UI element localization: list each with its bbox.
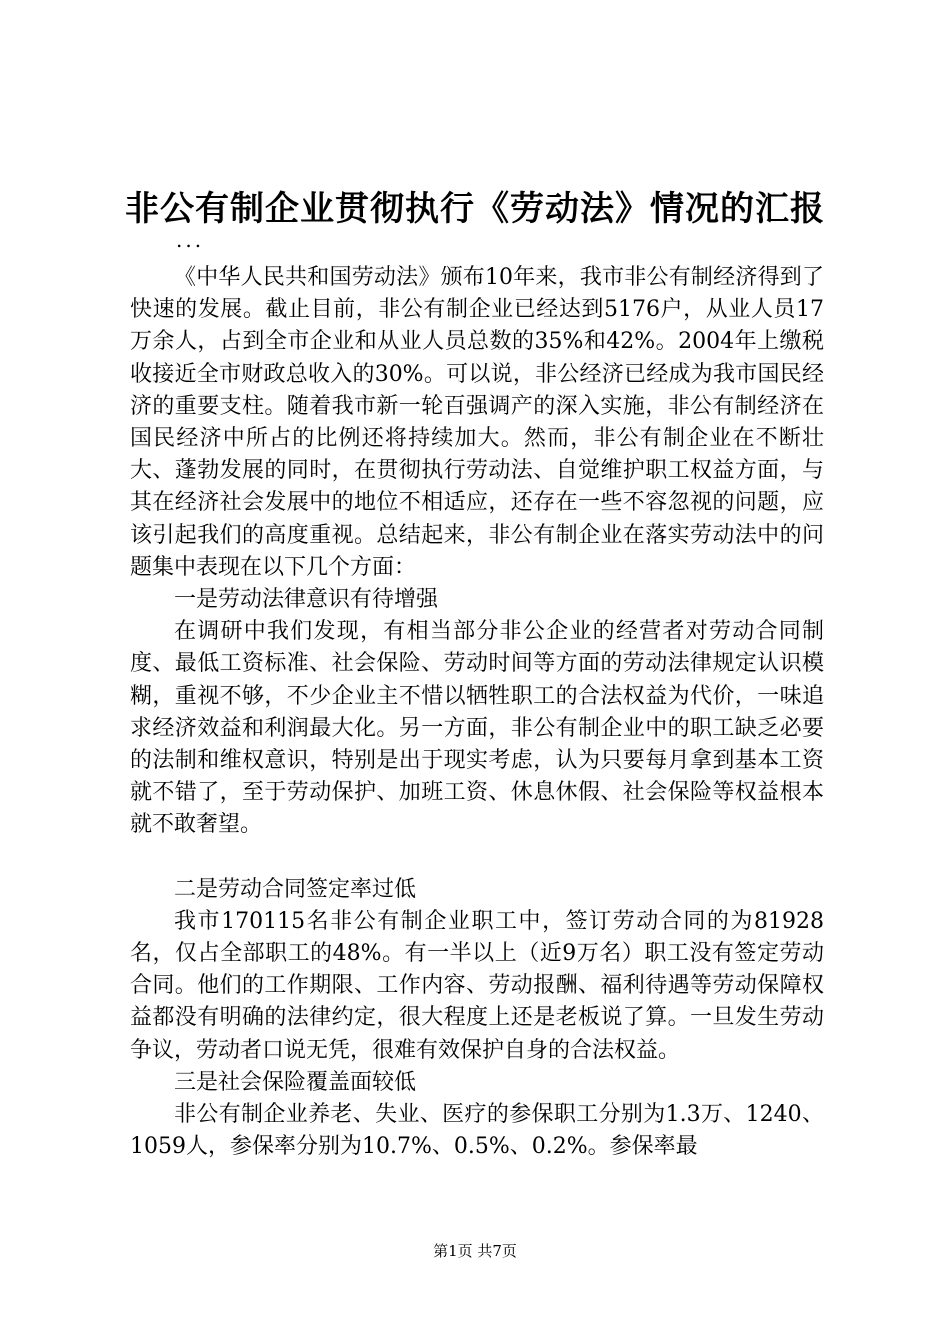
body-paragraph-intro: 《中华人民共和国劳动法》颁布10年来，我市非公有制经济得到了快速的发展。截止目前，非公有制企业已经达到5176户，从业人员17万余人，占到全市企业和从业人员总数的35%和42%。2004年上缴税收接近全市财政总收入的30%。可以说，非公经济已经成为我市国民经济的重要支柱。随着我市新一轮百强调产的深入实施，非公有制经济在国民经济中所占的比例还将持续加大。然而，非公有制企业在不断壮大、蓬勃发展的同时，在贯彻执行劳动法、自觉维护职工权益方面，与其在经济社会发展中的地位不相适应，还存在一些不容忽视的问题，应该引起我们的高度重视。总结起来，非公有制企业在落实劳动法中的问题集中表现在以下几个方面：	[130, 265, 824, 580]
document-title: 非公有制企业贯彻执行《劳动法》情况的汇报	[125, 189, 825, 229]
section-heading-2: 二是劳动合同签定率过低	[174, 876, 417, 902]
body-paragraph-2: 我市170115名非公有制企业职工中，签订劳动合同的为81928名，仅占全部职工的48%。有一半以上（近9万名）职工没有签定劳动合同。他们的工作期限、工作内容、劳动报酬、福利待遇等劳动保障权益都没有明确的法律约定，很大程度上还是老板说了算。一旦发生劳动争议，劳动者口说无凭，很难有效保护自身的合法权益。	[130, 908, 824, 1063]
section-heading-1: 一是劳动法律意识有待增强	[174, 587, 439, 613]
page-number-footer: 第1页 共7页	[433, 1242, 517, 1260]
title-ellipsis: ...	[176, 228, 205, 252]
body-paragraph-1: 在调研中我们发现，有相当部分非公企业的经营者对劳动合同制度、最低工资标准、社会保险、劳动时间等方面的劳动法律规定认识模糊，重视不够，不少企业主不惜以牺牲职工的合法权益为代价，一味追求经济效益和利润最大化。另一方面，非公有制企业中的职工缺乏必要的法制和维权意识，特别是出于现实考虑，认为只要每月拿到基本工资就不错了，至于劳动保护、加班工资、休息休假、社会保险等权益根本就不敢奢望。	[130, 619, 824, 838]
body-paragraph-3: 非公有制企业养老、失业、医疗的参保职工分别为1.3万、1240、1059人，参保率分别为10.7%、0.5%、0.2%。参保率最	[130, 1102, 824, 1160]
document-body	[130, 262, 824, 1163]
section-heading-3: 三是社会保险覆盖面较低	[174, 1069, 417, 1095]
